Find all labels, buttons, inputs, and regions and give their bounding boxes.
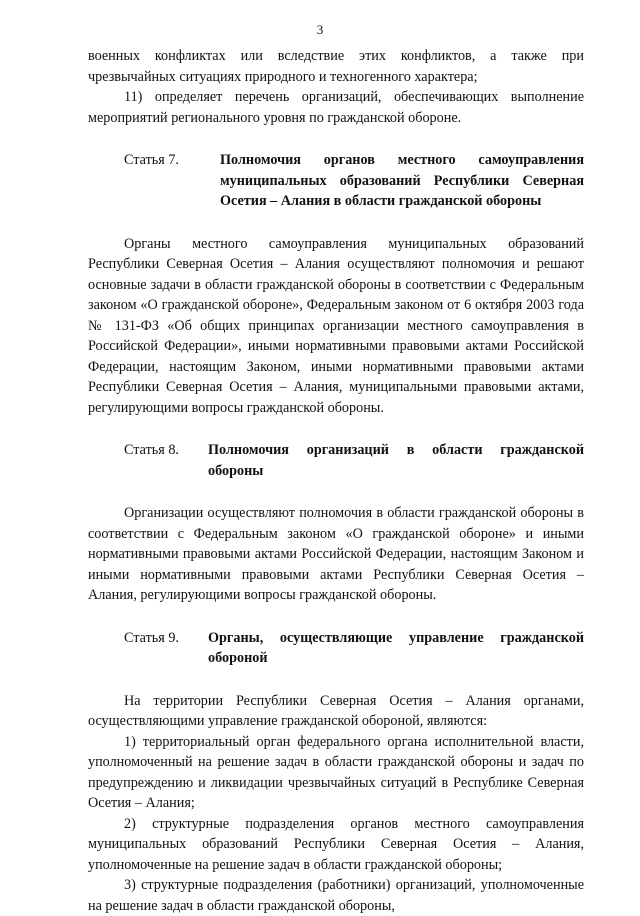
article-label: Статья 9.	[124, 629, 179, 646]
list-item: 2) структурные подразделения органов местного самоуправления муниципальных образований Республики Северная Осетия – Алания, уполномоченные на решение задач в области гражданской обороны;	[88, 815, 584, 873]
article-label: Статья 7.	[124, 152, 179, 168]
article-title: Полномочия организаций в области гражданской обороны	[208, 442, 584, 479]
paragraph: военных конфликтах или вследствие этих конфликтов, а также при чрезвычайных ситуациях природного и техногенного характера;	[88, 48, 584, 85]
document-body	[88, 46, 584, 916]
article-heading	[88, 150, 584, 212]
list-item: 3) структурные подразделения (работники) организаций, уполномоченные на решение задач в области гражданской обороны,	[88, 877, 584, 914]
paragraph: На территории Республики Северная Осетия – Алания органами, осуществляющими управление гражданской обороной, являются:	[88, 692, 584, 729]
article-title: Органы, осуществляющие управление гражданской обороной	[208, 629, 584, 666]
article-title: Полномочия органов местного самоуправления муниципальных образований Республики Северная Осетия – Алания в области гражданской обороны	[220, 152, 584, 209]
paragraph: 11) определяет перечень организаций, обеспечивающих выполнение мероприятий регионального уровня по гражданской обороне.	[88, 89, 584, 126]
paragraph: Организации осуществляют полномочия в области гражданской обороны в соответствии с Федеральным законом «О гражданской обороне» и иными нормативными правовыми актами Российской Федерации, настоящим Законом и иными нормативными правовыми актами Республики Северная Осетия – Алания, регулирующими вопросы гражданской обороны.	[88, 505, 584, 603]
list-item: 1) территориальный орган федерального органа исполнительной власти, уполномоченный на решение задач в области гражданской обороны и задач по предупреждению и ликвидации чрезвычайных ситуаций в Республике Северная Осетия – Алания;	[88, 733, 584, 811]
article-heading	[88, 628, 584, 669]
article-label: Статья 8.	[124, 442, 179, 458]
page-number: 3	[316, 22, 324, 37]
article-heading	[88, 440, 584, 481]
paragraph: Органы местного самоуправления муниципальных образований Республики Северная Осетия – Алания осуществляют полномочия и решают основные задачи в области гражданской обороны в соответствии с Федеральным законом «О гражданской обороне», Федеральным законом от 6 октября 2003 года № 131-ФЗ «Об общих принципах организации местного самоуправления в Российской Федерации», иными нормативными правовыми актами Российской Федерации, настоящим Законом, иными нормативными правовыми актами Республики Северная Осетия – Алания, муниципальными правовыми актами, регулирующими вопросы гражданской обороны.	[88, 235, 584, 416]
